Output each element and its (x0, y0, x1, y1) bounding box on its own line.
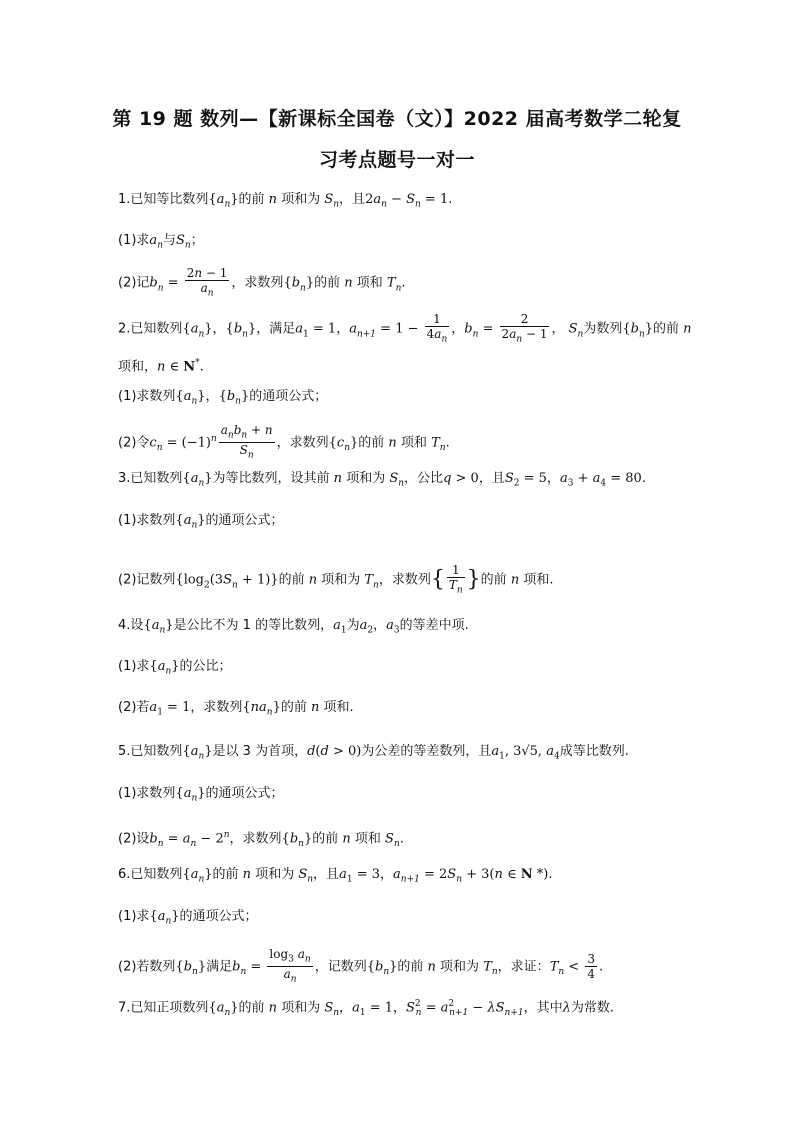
problem-4-stem: 4.设$\{a_n\}$是公比不为 1 的等比数列，$a_1$为$a_2$，$a_3$的等差中项. (118, 618, 469, 636)
problem-3-q1: (1)求数列$\{a_n\}$的通项公式； (118, 513, 284, 531)
problem-2-q2: (2)令$c_n = (-1)^n$ $\frac{a_nb_n + n}{S_n}$ ，求数列$\{c_n\}$的前 n 项和 $T_n$. (118, 423, 450, 461)
problem-7-stem: 7.已知正项数列$\{a_n\}$的前 n 项和为 $S_n$，$a_1 = 1$，$S^2_n = a^2_{n+1} - \lambda S_{n+1}$，其中λ为常数. (118, 999, 615, 1018)
problem-6-stem: 6.已知数列$\{a_n\}$的前 n 项和为 $S_n$，且$a_1 = 3$，$a_{n+1} = 2S_n + 3(n$ ∈ N *). (118, 867, 553, 885)
problem-1-stem: 1.已知等比数列$\{a_n\}$的前 n 项和为 $S_n$，且$2a_n - S_n = 1$. (118, 192, 453, 210)
title-line-1: 第 19 题 数列—【新课标全国卷（文）】2022 届高考数学二轮复 (112, 108, 682, 130)
problem-3-stem: 3.已知数列$\{a_n\}$为等比数列，设其前 n 项和为 $S_n$，公比q > 0，且$S_2 = 5$，$a_3 + a_4 = 80$. (118, 471, 646, 489)
problem-4-q1: (1)求$\{a_n\}$的公比； (118, 659, 232, 677)
problem-2-stem: 2.已知数列$\{a_n\}$，$\{b_n\}$，满足$a_1 = 1$，$a_{n+1} = 1$ − $\frac{1}{4a_n}$ ，$b_n$ = $\frac{2}{2a_n - 1}$ ， $S_n$为数列$\{b_n\}$的前 n (118, 312, 692, 345)
problem-2-stem-cont: 项和，n ∈ N*. (118, 358, 204, 375)
problem-3-q2: (2)记数列$\{\log_2(3S_n + 1)\}$的前 n 项和为 $T_n$，求数列{ $\frac{1}{T_n}$ }的前 n 项和. (118, 563, 554, 596)
title-line-2: 习考点题号一对一 (318, 149, 475, 171)
problem-5-stem: 5.已知数列$\{a_n\}$是以 3 为首项，d(d > 0)为公差的等差数列，且$a_1$, 3√5, $a_4$成等比数列. (118, 744, 629, 762)
problem-6-q1: (1)求$\{a_n\}$的通项公式； (118, 909, 258, 927)
problem-6-q2: (2)若数列$\{b_n\}$满足$b_n$ = $\frac{\log_3 a_n}{a_n}$ ，记数列$\{b_n\}$的前 n 项和为 $T_n$，求证：$T_n$ < $\frac{3}{4}$ . (118, 947, 604, 985)
problem-2-q1: (1)求数列$\{a_n\}$，$\{b_n\}$的通项公式； (118, 389, 328, 407)
problem-4-q2: (2)若$a_1 = 1$，求数列$\{na_n\}$的前 n 项和. (118, 700, 354, 718)
problem-5-q1: (1)求数列$\{a_n\}$的通项公式； (118, 786, 284, 804)
problem-1-q1: (1)求$a_n$与$S_n$； (118, 233, 204, 251)
problem-1-q2: (2)记$b_n$ = $\frac{2n - 1}{a_n}$ ，求数列$\{b_n\}$的前 n 项和 $T_n$. (118, 266, 406, 299)
problem-5-q2: (2)设$b_n = a_n - 2^n$，求数列$\{b_n\}$的前 n 项和 $S_n$. (118, 830, 404, 849)
